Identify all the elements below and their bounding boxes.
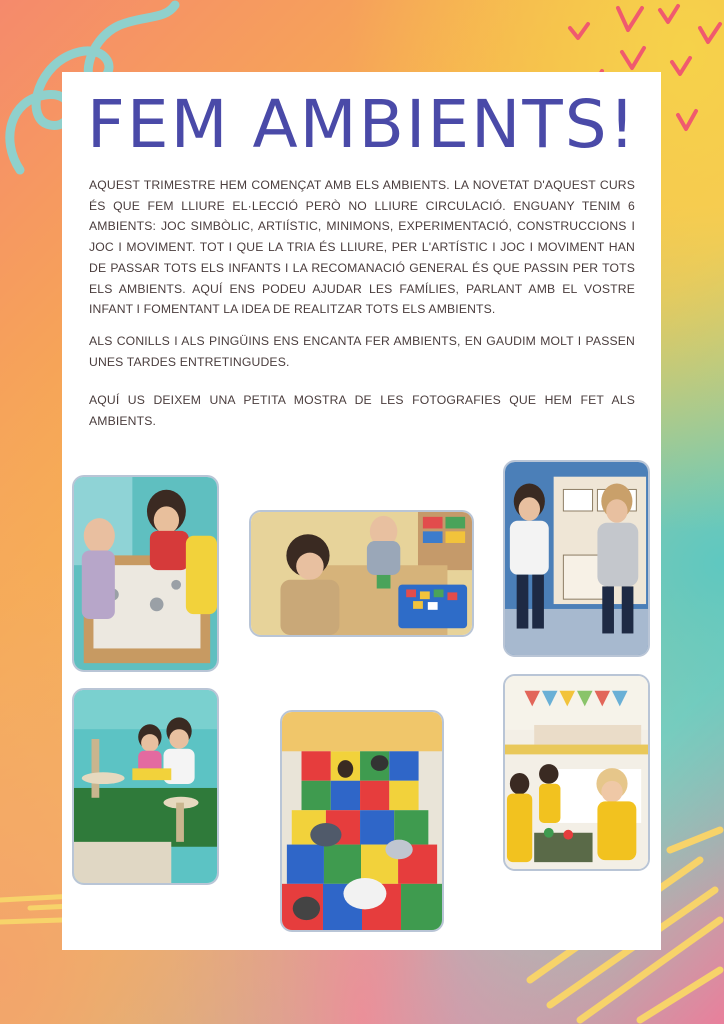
photo-art-corner xyxy=(503,674,650,871)
intro-paragraph: AQUEST TRIMESTRE HEM COMENÇAT AMB ELS AMBIENTS. LA NOVETAT D'AQUEST CURS ÉS QUE FEM LLIURE EL·LECCIÓ PERÒ NO LLIURE CIRCULACIÓ. ENGUANY TENIM 6 AMBIENTS: JOC SIMBÒLIC, ARTIÍSTIC, MINIMONS, EXPERIMENTACIÓ, CONSTRUCCIONS I JOC I MOVIMENT. TOT I QUE LA TRIA ÉS LLIURE, PER L'ARTÍSTIC I JOC I MOVIMENT HAN DE PASSAR TOTS ELS INFANTS I LA RECOMANACIÓ GENERAL ÉS QUE PASSIN PER TOTS ELS AMBIENTS. AQUÍ ENS PODEU AJUDAR LES FAMÍLIES, PARLANT AMB EL VOSTRE INFANT I FOMENTANT LA IDEA DE REALITZAR TOTS ELS AMBIENTS. xyxy=(89,178,635,317)
photo-sand-tray xyxy=(72,475,219,672)
third-paragraph: AQUÍ US DEIXEM UNA PETITA MOSTRA DE LES FOTOGRAFIES QUE HEM FET ALS AMBIENTS. xyxy=(89,393,635,428)
photo-construction-blocks xyxy=(249,510,474,637)
photo-foam-mats xyxy=(280,710,444,932)
photo-minimons-table xyxy=(72,688,219,885)
page-title: FEM AMBIENTS! xyxy=(86,86,638,163)
photo-play-kitchen xyxy=(503,460,650,657)
second-paragraph: ALS CONILLS I ALS PINGÜINS ENS ENCANTA FER AMBIENTS, EN GAUDIM MOLT I PASSEN UNES TARDES ENTRETINGUDES. xyxy=(89,334,635,369)
